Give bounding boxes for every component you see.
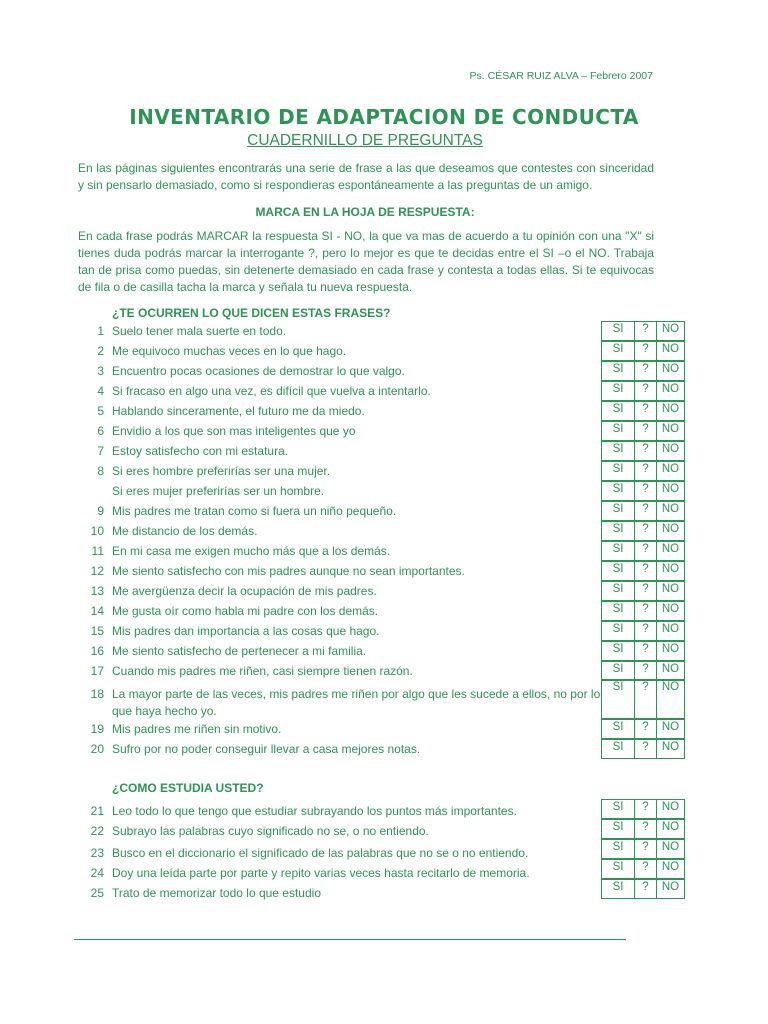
- question-text: Trato de memorizar todo lo que estudio: [112, 886, 321, 900]
- mark-heading: MARCA EN LA HOJA DE RESPUESTA:: [255, 205, 475, 219]
- answer-no-box[interactable]: NO: [661, 801, 680, 813]
- question-number: 6: [97, 424, 104, 438]
- question-number: 3: [97, 364, 104, 378]
- answer-si-box[interactable]: SI: [602, 720, 635, 738]
- answer-doubt-box[interactable]: ?: [635, 680, 657, 718]
- question-text: En mi casa me exigen mucho más que a los demás.: [112, 544, 391, 558]
- question-text: Mis padres dan importancia a las cosas que hago.: [112, 624, 380, 638]
- answer-si-box[interactable]: SI: [602, 602, 635, 620]
- answer-doubt-box[interactable]: ?: [635, 542, 657, 560]
- answer-si-box[interactable]: SI: [602, 740, 635, 758]
- answer-si-box[interactable]: SI: [602, 662, 635, 680]
- answer-options: [601, 621, 685, 641]
- instructions-paragraph: En cada frase podrás MARCAR la respuesta SI - NO, la que va mas de acuerdo a tu opinión con una "X" si tienes duda podrás marcar la interrogante ?, pero lo mejor es que te decidas entre el SI –o el NO. Trabaja tan de prisa como puedas, sin detenerte demasiado en cada frase y contesta a todas ellas. Si te equivocas de fila o de casilla tacha la marca y señala tu nueva respuesta.: [78, 229, 654, 294]
- question-text: Me equivoco muchas veces en lo que hago.: [112, 344, 347, 358]
- answer-no-box[interactable]: NO: [661, 543, 680, 555]
- answer-si-box[interactable]: SI: [602, 402, 635, 420]
- answer-doubt-box[interactable]: ?: [635, 362, 657, 380]
- question-text: La mayor parte de las veces, mis padres me riñen por algo que les sucede a ellos, no por lo que haya hecho yo.: [112, 687, 601, 718]
- question-number: 8: [97, 464, 104, 478]
- answer-options: [601, 859, 685, 879]
- answer-si-box[interactable]: SI: [602, 562, 635, 580]
- question-number: 5: [97, 404, 104, 418]
- answer-no-box[interactable]: NO: [661, 323, 680, 335]
- answer-no-box[interactable]: NO: [661, 363, 680, 375]
- answer-si-box[interactable]: SI: [602, 382, 635, 400]
- answer-options: [601, 421, 685, 441]
- answer-doubt-box[interactable]: ?: [635, 860, 657, 878]
- question-number: 4: [97, 384, 104, 398]
- question-text: Doy una leída parte por parte y repito varias veces hasta recitarlo de memoria.: [112, 866, 530, 880]
- question-text: Encuentro pocas ocasiones de demostrar lo que valgo.: [112, 364, 405, 378]
- answer-doubt-box[interactable]: ?: [635, 662, 657, 680]
- question-text: Leo todo lo que tengo que estudiar subrayando los puntos más importantes.: [112, 804, 517, 818]
- answer-doubt-box[interactable]: ?: [635, 602, 657, 620]
- answer-options: [601, 561, 685, 581]
- answer-si-box[interactable]: SI: [602, 800, 635, 818]
- answer-doubt-box[interactable]: ?: [635, 462, 657, 480]
- answer-options: [601, 321, 685, 341]
- answer-no-box[interactable]: NO: [661, 821, 680, 833]
- answer-options: [601, 501, 685, 521]
- answer-doubt-box[interactable]: ?: [635, 880, 657, 898]
- answer-options: [601, 719, 685, 739]
- question-text: Cuando mis padres me riñen, casi siempre tienen razón.: [112, 664, 413, 678]
- answer-si-box[interactable]: SI: [602, 880, 635, 898]
- answer-no-box[interactable]: NO: [661, 663, 680, 675]
- question-number: 16: [90, 644, 104, 658]
- answer-si-box[interactable]: SI: [602, 342, 635, 360]
- answer-doubt-box[interactable]: ?: [635, 642, 657, 660]
- author-line: Ps. CÉSAR RUIZ ALVA – Febrero 2007: [469, 70, 653, 82]
- section-heading-2: ¿COMO ESTUDIA USTED?: [112, 781, 264, 795]
- answer-doubt-box[interactable]: ?: [635, 740, 657, 758]
- answer-options: [601, 879, 685, 899]
- answer-si-box[interactable]: SI: [602, 820, 635, 838]
- question-number: 18: [90, 687, 104, 701]
- answer-no-box[interactable]: NO: [661, 681, 680, 693]
- question-number: 22: [90, 824, 104, 838]
- answer-no-box[interactable]: NO: [661, 881, 680, 893]
- question-text: Si eres hombre preferirías ser una mujer.: [112, 464, 331, 478]
- answer-si-box[interactable]: SI: [602, 860, 635, 878]
- answer-no-box[interactable]: NO: [661, 523, 680, 535]
- document-title: INVENTARIO DE ADAPTACION DE CONDUCTA: [129, 105, 639, 129]
- answer-doubt-box[interactable]: ?: [635, 422, 657, 440]
- answer-doubt-box[interactable]: ?: [635, 342, 657, 360]
- answer-si-box[interactable]: SI: [602, 522, 635, 540]
- document-subtitle: CUADERNILLO DE PREGUNTAS: [247, 132, 483, 149]
- question-text: Mis padres me riñen sin motivo.: [112, 722, 282, 736]
- answer-doubt-box[interactable]: ?: [635, 502, 657, 520]
- answer-si-box[interactable]: SI: [602, 362, 635, 380]
- question-number: 9: [97, 504, 104, 518]
- answer-no-box[interactable]: NO: [661, 503, 680, 515]
- answer-no-box[interactable]: NO: [661, 721, 680, 733]
- answer-doubt-box[interactable]: ?: [635, 442, 657, 460]
- answer-doubt-box[interactable]: ?: [635, 800, 657, 818]
- question-text: Me avergüenza decir la ocupación de mis padres.: [112, 584, 377, 598]
- answer-no-box[interactable]: NO: [661, 841, 680, 853]
- question-text: Subrayo las palabras cuyo significado no se, o no entiendo.: [112, 824, 429, 838]
- answer-si-box[interactable]: SI: [602, 680, 635, 718]
- answer-options: [601, 799, 685, 819]
- answer-no-box[interactable]: NO: [661, 563, 680, 575]
- answer-no-box[interactable]: NO: [661, 423, 680, 435]
- answer-no-box[interactable]: NO: [661, 463, 680, 475]
- answer-si-box[interactable]: SI: [602, 442, 635, 460]
- intro-paragraph: En las páginas siguientes encontrarás una serie de frase a las que deseamos que contestes con sinceridad y sin pensarlo demasiado, como si respondieras espontáneamente a las preguntas de un amigo.: [78, 161, 654, 192]
- answer-no-box[interactable]: NO: [661, 343, 680, 355]
- answer-no-box[interactable]: NO: [661, 741, 680, 753]
- answer-options: [601, 581, 685, 601]
- answer-options: [601, 661, 685, 681]
- answer-si-box[interactable]: SI: [602, 422, 635, 440]
- question-number: 11: [91, 544, 104, 558]
- question-number: 14: [90, 604, 104, 618]
- question-text: Envidio a los que son mas inteligentes que yo: [112, 424, 356, 438]
- answer-options: [601, 601, 685, 621]
- question-text: Suelo tener mala suerte en todo.: [112, 324, 287, 338]
- answer-options: [601, 381, 685, 401]
- answer-doubt-box[interactable]: ?: [635, 720, 657, 738]
- question-number: 10: [90, 524, 104, 538]
- answer-doubt-box[interactable]: ?: [635, 402, 657, 420]
- question-text: Me gusta oír como habla mi padre con los demás.: [112, 604, 379, 618]
- question-number: 7: [97, 444, 104, 458]
- answer-si-box[interactable]: SI: [602, 462, 635, 480]
- question-text: Mis padres me tratan como si fuera un niño pequeño.: [112, 504, 397, 518]
- answer-si-box[interactable]: SI: [602, 582, 635, 600]
- question-number: 15: [90, 624, 104, 638]
- answer-options: [601, 819, 685, 839]
- question-text: Si eres mujer preferirías ser un hombre.: [112, 484, 325, 498]
- answer-options: [601, 461, 685, 481]
- question-text: Me siento satisfecho de pertenecer a mi familia.: [112, 644, 367, 658]
- question-number: 12: [90, 564, 104, 578]
- answer-no-box[interactable]: NO: [661, 643, 680, 655]
- answer-doubt-box[interactable]: ?: [635, 522, 657, 540]
- answer-no-box[interactable]: NO: [661, 443, 680, 455]
- answer-options: [601, 481, 685, 501]
- answer-si-box[interactable]: SI: [602, 642, 635, 660]
- question-text: Me siento satisfecho con mis padres aunque no sean importantes.: [112, 564, 465, 578]
- answer-options: [601, 739, 685, 759]
- answer-doubt-box[interactable]: ?: [635, 582, 657, 600]
- question-number: 19: [90, 722, 104, 736]
- answer-si-box[interactable]: SI: [602, 542, 635, 560]
- answer-no-box[interactable]: NO: [661, 483, 680, 495]
- question-number: 25: [90, 886, 104, 900]
- answer-options: [601, 441, 685, 461]
- question-number: 21: [90, 804, 104, 818]
- question-number: 23: [90, 846, 104, 860]
- question-number: 24: [90, 866, 104, 880]
- question-number: 17: [90, 664, 104, 678]
- answer-doubt-box[interactable]: ?: [635, 622, 657, 640]
- answer-no-box[interactable]: NO: [661, 623, 680, 635]
- question-text: Sufro por no poder conseguir llevar a casa mejores notas.: [112, 742, 421, 756]
- answer-si-box[interactable]: SI: [602, 482, 635, 500]
- question-number: 1: [97, 324, 104, 338]
- question-text: Me distancio de los demás.: [112, 524, 258, 538]
- question-text: Hablando sinceramente, el futuro me da miedo.: [112, 404, 365, 418]
- answer-options: [601, 641, 685, 661]
- question-text: Estoy satisfecho con mi estatura.: [112, 444, 289, 458]
- question-text: Busco en el diccionario el significado de las palabras que no se o no entiendo.: [112, 846, 529, 860]
- question-number: 20: [90, 742, 104, 756]
- answer-options: [601, 541, 685, 561]
- answer-si-box[interactable]: SI: [602, 840, 635, 858]
- answer-no-box[interactable]: NO: [661, 861, 680, 873]
- answer-options: [601, 679, 685, 719]
- answer-no-box[interactable]: NO: [661, 403, 680, 415]
- answer-doubt-box[interactable]: ?: [635, 382, 657, 400]
- answer-doubt-box[interactable]: ?: [635, 562, 657, 580]
- answer-no-box[interactable]: NO: [661, 383, 680, 395]
- question-number: 2: [97, 344, 104, 358]
- answer-options: [601, 401, 685, 421]
- answer-no-box[interactable]: NO: [661, 583, 680, 595]
- answer-options: [601, 839, 685, 859]
- answer-options: [601, 361, 685, 381]
- answer-doubt-box[interactable]: ?: [635, 322, 657, 340]
- answer-doubt-box[interactable]: ?: [635, 820, 657, 838]
- answer-doubt-box[interactable]: ?: [635, 482, 657, 500]
- answer-no-box[interactable]: NO: [661, 603, 680, 615]
- answer-doubt-box[interactable]: ?: [635, 840, 657, 858]
- question-text: Si fracaso en algo una vez, es difícil que vuelva a intentarlo.: [112, 384, 431, 398]
- bottom-divider: [74, 939, 626, 940]
- answer-si-box[interactable]: SI: [602, 322, 635, 340]
- answer-si-box[interactable]: SI: [602, 502, 635, 520]
- section-heading-1: ¿TE OCURREN LO QUE DICEN ESTAS FRASES?: [112, 306, 391, 320]
- answer-options: [601, 521, 685, 541]
- question-number: 13: [90, 584, 104, 598]
- answer-options: [601, 341, 685, 361]
- answer-si-box[interactable]: SI: [602, 622, 635, 640]
